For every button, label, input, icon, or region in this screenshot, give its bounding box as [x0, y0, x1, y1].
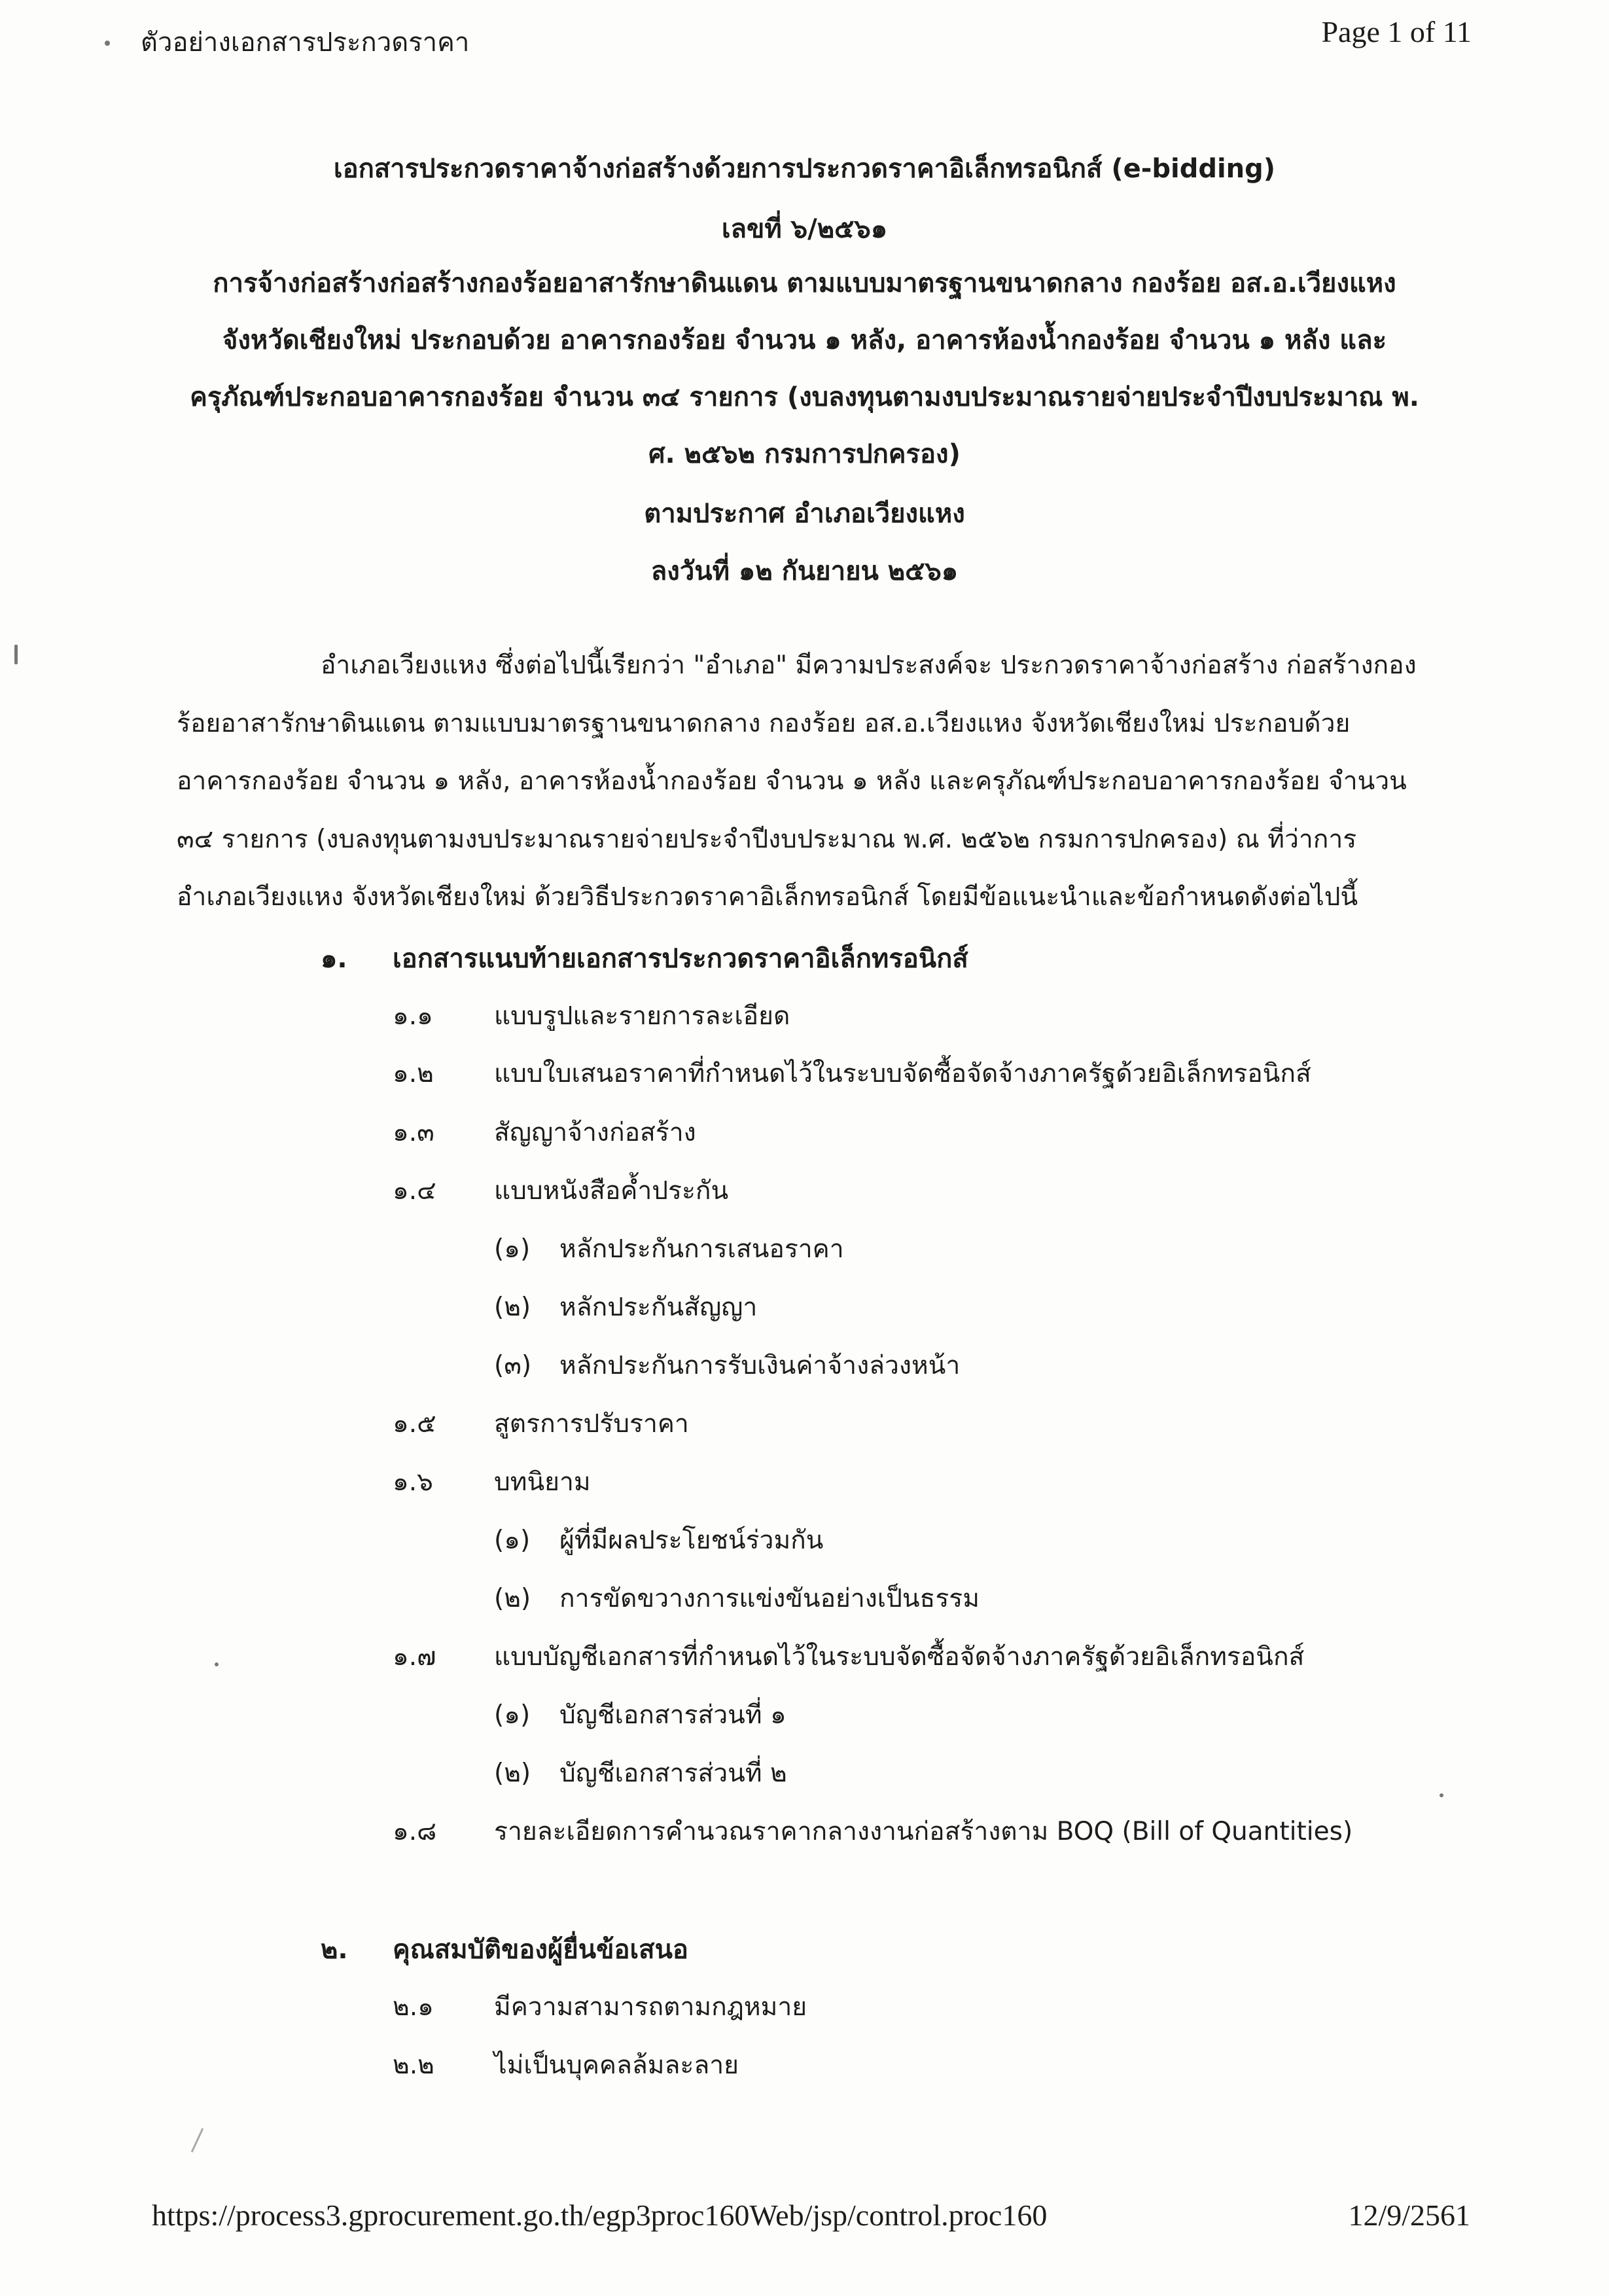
intro-paragraph-line: ร้อยอาสารักษาดินแดน ตามแบบมาตรฐานขนาดกลาง กองร้อย อส.อ.เวียงแหง จังหวัดเชียงใหม่ ประกอบด้วย — [177, 709, 1351, 738]
scan-speck — [105, 41, 110, 46]
sub-item-text: หลักประกันสัญญา — [559, 1293, 758, 1322]
header-document-label: ตัวอย่างเอกสารประกวดราคา — [141, 27, 470, 58]
item-number: ๑.๔ — [393, 1176, 436, 1206]
announcement-date: ลงวันที่ ๑๒ กันยายน ๒๕๖๑ — [650, 556, 959, 586]
sub-item-number: (๑) — [494, 1234, 531, 1264]
sub-item-number: (๑) — [494, 1526, 531, 1555]
page-number: Page 1 of 11 — [1321, 15, 1472, 48]
sub-item-text: บัญชีเอกสารส่วนที่ ๑ — [559, 1700, 787, 1730]
scan-speck — [1440, 1793, 1443, 1797]
sub-item-number: (๒) — [494, 1293, 531, 1322]
project-description-line: จังหวัดเชียงใหม่ ประกอบด้วย อาคารกองร้อย จำนวน ๑ หลัง, อาคารห้องน้ำกองร้อย จำนวน ๑ หลัง และ — [222, 325, 1387, 355]
sub-item-number: (๓) — [494, 1351, 532, 1380]
item-text: บทนิยาม — [494, 1467, 591, 1497]
item-number: ๒.๒ — [393, 2051, 434, 2080]
scan-speck — [191, 2128, 204, 2153]
scan-speck — [14, 645, 18, 664]
footer-date: 12/9/2561 — [1348, 2198, 1470, 2232]
item-text: รายละเอียดการคำนวณราคากลางงานก่อสร้างตาม BOQ (Bill of Quantities) — [494, 1817, 1353, 1846]
item-text: แบบบัญชีเอกสารที่กำหนดไว้ในระบบจัดซื้อจัดจ้างภาครัฐด้วยอิเล็กทรอนิกส์ — [494, 1642, 1305, 1672]
sub-item-text: ผู้ที่มีผลประโยชน์ร่วมกัน — [559, 1526, 824, 1555]
intro-paragraph-line: ๓๔ รายการ (งบลงทุนตามงบประมาณรายจ่ายประจำปีงบประมาณ พ.ศ. ๒๕๖๒ กรมการปกครอง) ณ ที่ว่าการ — [177, 825, 1357, 854]
footer-url: https://process3.gprocurement.go.th/egp3proc160Web/jsp/control.proc160 — [152, 2198, 1048, 2232]
intro-paragraph-line: อำเภอเวียงแหง จังหวัดเชียงใหม่ ด้วยวิธีประกวดราคาอิเล็กทรอนิกส์ โดยมีข้อแนะนำและข้อกำหนดดังต่อไปนี้ — [177, 882, 1358, 912]
item-number: ๑.๒ — [393, 1059, 434, 1088]
item-number: ๑.๗ — [393, 1642, 436, 1672]
project-description-line: การจ้างก่อสร้างก่อสร้างกองร้อยอาสารักษาดินแดน ตามแบบมาตรฐานขนาดกลาง กองร้อย อส.อ.เวียงแหง — [213, 268, 1396, 298]
section-1-title: เอกสารแนบท้ายเอกสารประกวดราคาอิเล็กทรอนิกส์ — [393, 944, 968, 974]
item-number: ๒.๑ — [393, 1992, 434, 2022]
item-text: สัญญาจ้างก่อสร้าง — [494, 1118, 696, 1147]
project-description-line: ครุภัณฑ์ประกอบอาคารกองร้อย จำนวน ๓๔ รายการ (งบลงทุนตามงบประมาณรายจ่ายประจำปีงบประมาณ พ. — [190, 382, 1419, 412]
project-description-line: ศ. ๒๕๖๒ กรมการปกครอง) — [648, 439, 961, 469]
item-text: สูตรการปรับราคา — [494, 1409, 689, 1439]
item-text: ไม่เป็นบุคคลล้มละลาย — [494, 2051, 739, 2080]
item-text: แบบหนังสือค้ำประกัน — [494, 1176, 729, 1206]
item-text: มีความสามารถตามกฎหมาย — [494, 1992, 807, 2022]
sub-item-text: หลักประกันการเสนอราคา — [559, 1234, 844, 1264]
section-2-title: คุณสมบัติของผู้ยื่นข้อเสนอ — [393, 1935, 688, 1965]
item-number: ๑.๓ — [393, 1118, 434, 1147]
section-2-number: ๒. — [321, 1935, 348, 1965]
sub-item-text: หลักประกันการรับเงินค่าจ้างล่วงหน้า — [559, 1351, 961, 1380]
section-1-number: ๑. — [321, 944, 347, 974]
scan-speck — [215, 1662, 219, 1666]
intro-paragraph-line: อำเภอเวียงแหง ซึ่งต่อไปนี้เรียกว่า "อำเภอ" มีความประสงค์จะ ประกวดราคาจ้างก่อสร้าง ก่อสร้างกอง — [321, 651, 1417, 680]
item-text: แบบรูปและรายการละเอียด — [494, 1001, 790, 1031]
item-text: แบบใบเสนอราคาที่กำหนดไว้ในระบบจัดซื้อจัดจ้างภาครัฐด้วยอิเล็กทรอนิกส์ — [494, 1059, 1311, 1088]
document-number: เลขที่ ๖/๒๕๖๑ — [721, 214, 888, 244]
announcement-reference: ตามประกาศ อำเภอเวียงแหง — [644, 499, 965, 529]
item-number: ๑.๖ — [393, 1467, 433, 1497]
item-number: ๑.๑ — [393, 1001, 433, 1031]
intro-paragraph-line: อาคารกองร้อย จำนวน ๑ หลัง, อาคารห้องน้ำกองร้อย จำนวน ๑ หลัง และครุภัณฑ์ประกอบอาคารกองร้อย จำนวน — [177, 766, 1407, 796]
item-number: ๑.๕ — [393, 1409, 436, 1439]
sub-item-number: (๒) — [494, 1584, 531, 1613]
sub-item-text: การขัดขวางการแข่งขันอย่างเป็นธรรม — [559, 1584, 980, 1613]
item-number: ๑.๘ — [393, 1817, 437, 1846]
sub-item-text: บัญชีเอกสารส่วนที่ ๒ — [559, 1759, 787, 1788]
document-title: เอกสารประกวดราคาจ้างก่อสร้างด้วยการประกวดราคาอิเล็กทรอนิกส์ (e-bidding) — [333, 154, 1276, 184]
sub-item-number: (๒) — [494, 1759, 531, 1788]
sub-item-number: (๑) — [494, 1700, 531, 1730]
